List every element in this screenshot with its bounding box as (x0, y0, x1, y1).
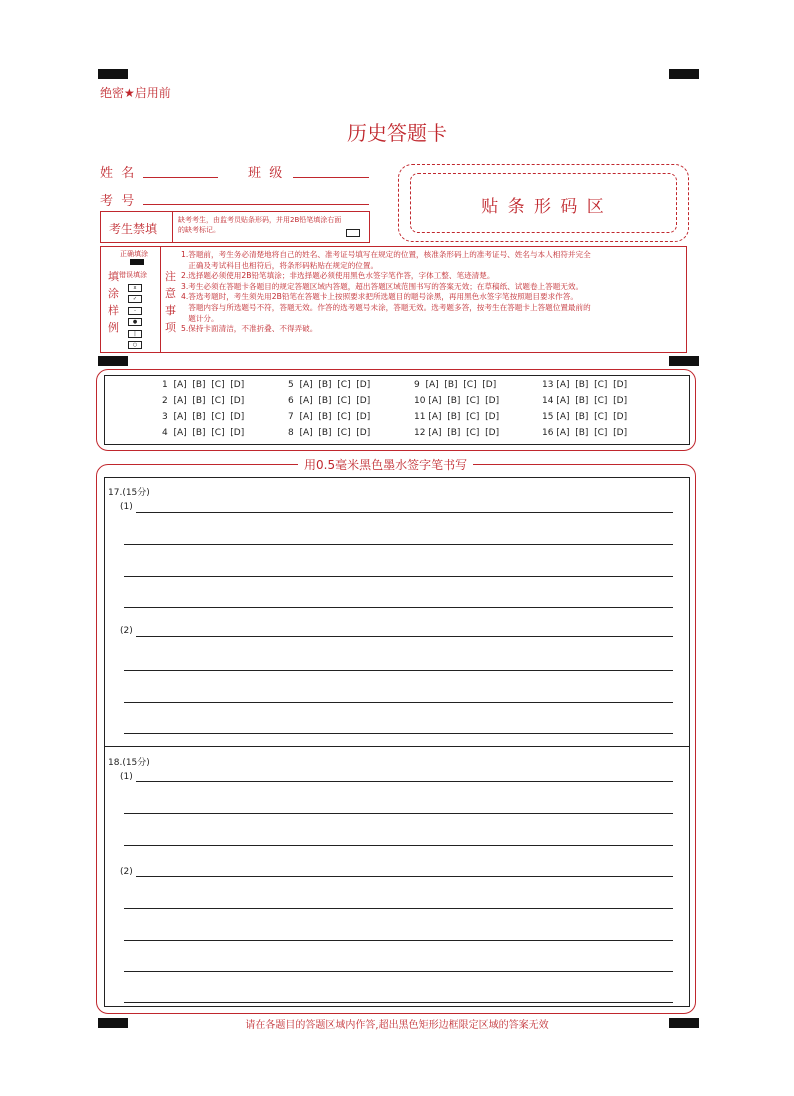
timing-mark (669, 69, 699, 79)
answer-line[interactable] (124, 845, 673, 846)
wrong-fill-samples (128, 284, 142, 352)
answer-line[interactable] (124, 544, 673, 545)
fill-sample-char: 样 (108, 304, 119, 317)
correct-fill-label: 正确填涂 (120, 250, 148, 258)
note-line: 3.考生必须在答题卡各题目的规定答题区域内答题，超出答题区域范围书写的答案无效；在草稿纸、试题卷上答题无效。 (181, 281, 584, 291)
mcq-item[interactable]: 16 [A] [B] [C] [D] (542, 428, 628, 438)
written-box (104, 477, 690, 1007)
fill-sample-char: 填 (108, 270, 119, 283)
answer-line[interactable] (136, 876, 673, 877)
answer-line[interactable] (136, 636, 673, 637)
mcq-item[interactable]: 7 [A] [B] [C] [D] (288, 412, 371, 422)
answer-line[interactable] (124, 908, 673, 909)
note-line: 2.选择题必须使用2B铅笔填涂；非选择题必须使用黑色水签字笔作答，字体工整、笔迹清楚。 (181, 271, 495, 281)
mcq-item[interactable]: 4 [A] [B] [C] [D] (162, 428, 245, 438)
class-label: 班 级 (248, 166, 283, 181)
absent-note: 缺考考生，由监考员贴条形码，并用2B铅笔填涂右面的缺考标记。 (178, 216, 342, 234)
answer-line[interactable] (136, 781, 673, 782)
mcq-item[interactable]: 11 [A] [B] [C] [D] (414, 412, 500, 422)
note-line: 正确及考试科目也相符后，将条形码粘贴在规定的位置。 (181, 260, 379, 270)
note-line: 5.保持卡面清洁，不准折叠、不得弄破。 (181, 324, 318, 334)
mcq-item[interactable]: 14 [A] [B] [C] [D] (542, 396, 628, 406)
wrong-mark-sample: - (128, 307, 142, 315)
wrong-mark-sample: ✓ (128, 295, 142, 303)
divider (160, 246, 161, 353)
exam-no-label: 考 号 (100, 194, 135, 209)
page-title: 历史答题卡 (347, 121, 447, 145)
mcq-item[interactable]: 9 [A] [B] [C] [D] (414, 380, 497, 390)
timing-mark (98, 69, 128, 79)
answer-line[interactable] (124, 576, 673, 577)
notes-char: 意 (165, 287, 176, 300)
answer-line[interactable] (124, 1002, 673, 1003)
forbidden-box (100, 211, 370, 243)
name-label: 姓 名 (100, 166, 135, 181)
fill-sample-char: 例 (108, 321, 119, 334)
secret-label: 绝密★启用前 (100, 86, 171, 100)
wrong-fill-label: 错误填涂 (119, 271, 147, 279)
footer-note: 请在各题目的答题区域内作答,超出黑色矩形边框限定区域的答案无效 (245, 1020, 549, 1031)
note-line: 1.答题前，考生务必清楚地将自己的姓名、准考证号填写在规定的位置，核准条形码上的准考证号、姓名与本人相符并完全 (181, 250, 591, 259)
mcq-item[interactable]: 8 [A] [B] [C] [D] (288, 428, 371, 438)
q18-part1-label: (1) (120, 772, 133, 782)
q17-part1-label: (1) (120, 502, 133, 512)
wrong-mark-sample: x (128, 284, 142, 292)
answer-line[interactable] (124, 670, 673, 671)
wrong-mark-sample: ● (128, 318, 142, 326)
mcq-item[interactable]: 15 [A] [B] [C] [D] (542, 412, 628, 422)
wrong-mark-sample: ○ (128, 341, 142, 349)
mcq-item[interactable]: 12 [A] [B] [C] [D] (414, 428, 500, 438)
answer-line[interactable] (124, 813, 673, 814)
mcq-item[interactable]: 5 [A] [B] [C] [D] (288, 380, 371, 390)
question-divider (104, 746, 690, 747)
mcq-item[interactable]: 6 [A] [B] [C] [D] (288, 396, 371, 406)
note-line: 4.答选考题时，考生须先用2B铅笔在答题卡上按照要求把所选题目的题号涂黑，再用黑色水签字笔按照题目要求作答。 (181, 292, 578, 302)
mcq-item[interactable]: 2 [A] [B] [C] [D] (162, 396, 245, 406)
mcq-item[interactable]: 10 [A] [B] [C] [D] (414, 396, 500, 406)
q17-title: 17.(15分) (108, 488, 150, 498)
mcq-item[interactable]: 1 [A] [B] [C] [D] (162, 380, 245, 390)
forbidden-label: 考生禁填 (109, 222, 158, 236)
correct-fill-sample (130, 259, 144, 265)
timing-mark (98, 356, 128, 366)
answer-line[interactable] (124, 971, 673, 972)
notes-char: 项 (165, 321, 176, 334)
answer-line[interactable] (136, 512, 673, 513)
notes-char: 注 (165, 270, 176, 283)
written-banner: 用0.5毫米黑色墨水签字笔书写 (298, 456, 473, 473)
notes-list (181, 250, 683, 335)
answer-line[interactable] (124, 733, 673, 734)
absent-mark-box[interactable] (346, 229, 360, 237)
mcq-item[interactable]: 3 [A] [B] [C] [D] (162, 412, 245, 422)
notes-char: 事 (165, 304, 176, 317)
note-line: 答题内容与所选题号不符，答题无效。作答的选考题号未涂，答题无效。选考题多答，按考生在答题卡上答题位置最前的 (181, 302, 591, 312)
fill-sample-char: 涂 (108, 287, 119, 300)
mcq-item[interactable]: 13 [A] [B] [C] [D] (542, 380, 628, 390)
q18-part2-label: (2) (120, 867, 133, 877)
wrong-mark-sample: | (128, 330, 142, 338)
timing-mark (669, 356, 699, 366)
answer-line[interactable] (124, 607, 673, 608)
barcode-label: 贴 条 形 码 区 (481, 197, 606, 217)
divider (172, 212, 173, 242)
barcode-area (410, 173, 677, 233)
q17-part2-label: (2) (120, 626, 133, 636)
note-line: 题计分。 (181, 313, 219, 323)
class-field[interactable] (293, 177, 369, 178)
answer-line[interactable] (124, 940, 673, 941)
answer-line[interactable] (124, 702, 673, 703)
q18-title: 18.(15分) (108, 758, 150, 768)
name-field[interactable] (143, 177, 218, 178)
exam-no-field[interactable] (143, 204, 369, 205)
